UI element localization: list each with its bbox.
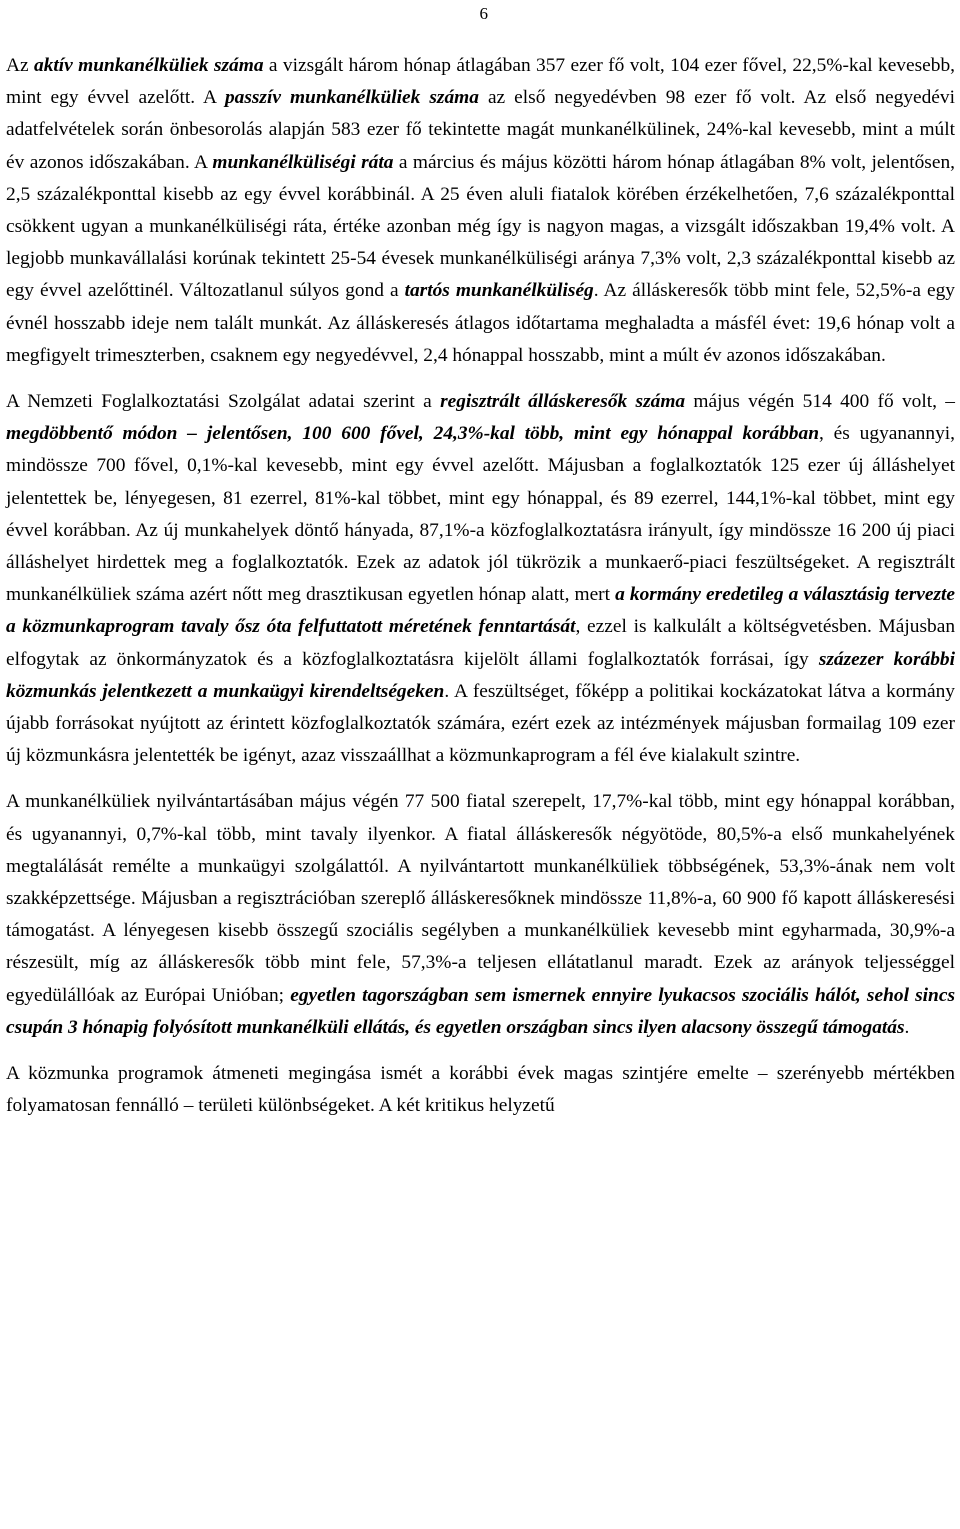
text-run: . bbox=[904, 1016, 910, 1038]
emphasized-text: százezer korábbi közmunkás jelentkezett a munkaügyi kirendeltségeken bbox=[6, 648, 955, 702]
emphasized-text: regisztrált álláskeresők száma bbox=[440, 391, 686, 413]
text-run: május végén 514 400 fő volt, – bbox=[685, 391, 955, 413]
page-number: 6 bbox=[479, 4, 488, 23]
paragraph-registered-jobseekers bbox=[6, 386, 955, 772]
emphasized-text: megdöbbentő módon – jelentősen, 100 600 fővel, 24,3%-kal több, mint egy hónappal korábban bbox=[6, 423, 819, 445]
emphasized-text: egyetlen tagországban sem ismernek ennyire lyukacsos szociális hálót, sehol sincs csupán 3 hónapig folyósított munkanélküli ellátás, és egyetlen országban sincs ilyen alacsony összegű támogatás bbox=[6, 984, 955, 1038]
paragraph-unemployment-rates bbox=[6, 50, 955, 372]
text-run: , és ugyanannyi, mindössze 700 fővel, 0,1%-kal kevesebb, mint egy évvel azelőtt. Májusban a foglalkoztatók 125 ezer új álláshelyet jelentettek be, lényegesen, 81 ezerrel, 81%-kal többet, mint egy hónappal, és 89 ezerrel, 144,1%-kal többet, mint egy évvel korábban. Az új munkahelyek döntő hányada, 87,1%-a közfoglalkoztatásra irányult, így mindössze 16 200 új piaci álláshelyet hirdettek meg a foglalkoztatók. Ezek az adatok jól tükrözik a munkaerő-piaci feszültségeket. A regisztrált munkanélküliek száma azért nőtt meg drasztikusan egyetlen hónap alatt, mert bbox=[6, 423, 955, 606]
text-run: a vizsgált három hónap átlagában 357 ezer fő volt, 104 ezer fővel, 22,5%-kal kevesebb, mint egy évvel azelőtt. A bbox=[6, 55, 955, 109]
text-run: . Az álláskeresők több mint fele, 52,5%-a egy évnél hosszabb ideje nem talált munkát. Az álláskeresés átlagos időtartama meghaladta a másfél évet: 19,6 hónap volt a megfigyelt trimeszterben, csaknem egy negyedévvel, 2,4 hónappal hosszabb, mint a múlt év azonos időszakában. bbox=[6, 280, 955, 366]
emphasized-text: munkanélküliségi ráta bbox=[212, 151, 394, 173]
emphasized-text: tartós munkanélküliség bbox=[404, 280, 594, 302]
text-run: A közmunka programok átmeneti megingása ismét a korábbi évek magas szintjére emelte – szerényebb mértékben folyamatosan fennálló – területi különbségeket. A két kritikus helyzetű bbox=[6, 1063, 955, 1117]
paragraph-young-jobseekers bbox=[6, 786, 955, 1044]
paragraph-regional-differences bbox=[6, 1058, 955, 1122]
text-run: A Nemzeti Foglalkoztatási Szolgálat adatai szerint a bbox=[6, 391, 441, 413]
emphasized-text: aktív munkanélküliek száma bbox=[34, 55, 264, 76]
emphasized-text: passzív munkanélküliek száma bbox=[224, 87, 479, 109]
text-run: . A feszültséget, főképp a politikai kockázatokat látva a kormány újabb forrásokat nyújtott az érintett közfoglalkoztatók számára, ezért ezek az intézmények májusban formailag 109 ezer új közmunkásra jelentették be igényt, azaz visszaállhat a közmunkaprogram a fél éve kialakult szintre. bbox=[6, 680, 956, 767]
text-run: a március és május közötti három hónap átlagában 8% volt, jelentősen, 2,5 százalékponttal kisebb az egy évvel korábbinál. A 25 éven aluli fiatalok körében érzékelhetően, 7,6 százalékponttal csökkent ugyan a munkanélküliségi ráta, értéke azonban még így is nagyon magas, a vizsgált időszakban 19,4% volt. A legjobb munkavállalási korúnak tekintett 25-54 évesek munkanélküliségi aránya 7,3% volt, 2,3 százalékponttal kisebb az egy évvel azelőttinél. Változatlanul súlyos gond a bbox=[6, 151, 955, 302]
document-body bbox=[6, 50, 955, 1123]
text-run: Az bbox=[6, 55, 35, 76]
text-run: A munkanélküliek nyilvántartásában május végén 77 500 fiatal szerepelt, 17,7%-kal több, mint egy hónappal korábban, és ugyanannyi, 0,7%-kal több, mint tavaly ilyenkor. A fiatal álláskeresők négyötöde, 80,5%-a első munkahelyének megtalálását remélte a munkaügyi szolgálattól. A nyilvántartott munkanélküliek többségének, 53,3%-ának nem volt szakképzettsége. Májusban a regisztrációban szereplő álláskeresőknek mindössze 11,8%-a, 60 900 fő kapott álláskeresési támogatást. A lényegesen kisebb összegű szociális segélyben a munkanélküliek kevesebb mint egyharmada, 30,9%-a részesült, míg az álláskeresők több mint fele, 57,3%-a teljesen ellátatlanul maradt. Ezek az arányok teljességgel egyedülállóak az Európai Unióban; bbox=[6, 791, 955, 1006]
emphasized-text: a kormány eredetileg a választásig tervezte a közmunkaprogram tavaly ősz óta felfuttatott méretének fenntartását bbox=[6, 584, 955, 638]
text-run: az első negyedévben 98 ezer fő volt. Az első negyedévi adatfelvételek során önbesorolás alapján 583 ezer fő tekintette magát munkanélkülinek, 24%-kal kevesebb, mint a múlt év azonos időszakában. A bbox=[6, 87, 955, 173]
text-run: , ezzel is kalkulált a költségvetésben. Májusban elfogytak az önkormányzatok és a közfoglalkoztatásra kijelölt állami foglalkoztatók forrásai, így bbox=[6, 616, 956, 670]
